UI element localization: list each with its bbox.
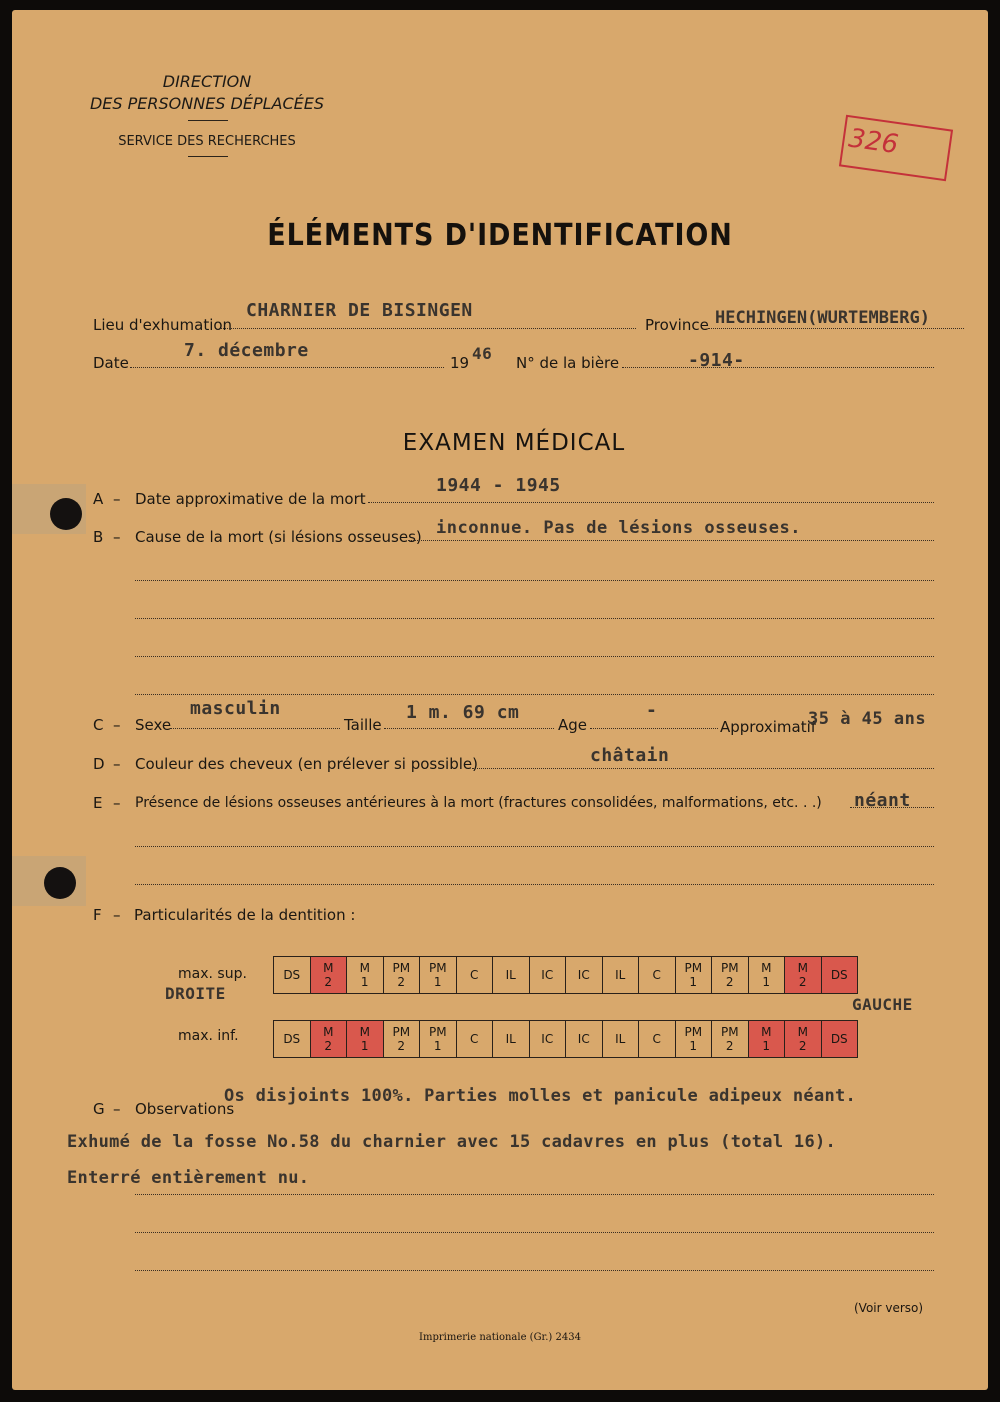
upper-tooth-cell (420, 957, 457, 994)
tooth-number: 2 (798, 1039, 807, 1053)
header-divider-2 (188, 156, 228, 157)
tooth-number: 2 (397, 1039, 406, 1053)
observations-line-4 (135, 1194, 934, 1195)
year-value: 46 (472, 344, 493, 363)
upper-tooth-cell (566, 957, 603, 994)
tooth-number: 1 (689, 975, 698, 989)
imprimerie-footer: Imprimerie nationale (Gr.) 2434 (419, 1332, 581, 1343)
observations-label: Observations (135, 1100, 235, 1118)
tooth-label: M (359, 961, 370, 975)
header-direction: DIRECTION (162, 72, 252, 91)
observations-line-6 (135, 1270, 934, 1271)
field-b-line-3 (135, 618, 934, 619)
province-line (708, 328, 964, 329)
upper-tooth-cell (602, 957, 639, 994)
field-f-letter: F (93, 906, 102, 924)
tooth-number: 2 (798, 975, 807, 989)
lower-tooth-cell (712, 1021, 749, 1058)
lower-tooth-cell (675, 1021, 712, 1058)
sexe-value: masculin (190, 698, 281, 719)
max-inf-label: max. inf. (178, 1028, 239, 1044)
tooth-label: IC (577, 968, 590, 982)
field-g-letter: G (93, 1100, 105, 1118)
taille-label: Taille (344, 716, 382, 734)
tooth-label: C (470, 1032, 479, 1046)
approx-value: 35 à 45 ans (808, 709, 927, 729)
taille-line (384, 728, 554, 729)
field-a-line (368, 502, 934, 503)
field-e-label: Présence de lésions osseuses antérieures à la mort (fractures consolidées, malformations, etc. . .) (135, 795, 822, 811)
lower-tooth-cell (493, 1021, 530, 1058)
lower-tooth-cell (602, 1021, 639, 1058)
upper-tooth-cell (383, 957, 420, 994)
lower-tooth-cell (310, 1021, 347, 1058)
tooth-label: PM (392, 961, 411, 975)
year-prefix: 19 (450, 354, 470, 372)
tooth-number: 1 (360, 975, 369, 989)
lower-tooth-cell (274, 1021, 311, 1058)
tooth-label: IC (541, 968, 554, 982)
tooth-label: PM (720, 1025, 739, 1039)
tooth-label: M (323, 1025, 334, 1039)
header-divider (188, 120, 228, 121)
biere-line (622, 367, 934, 368)
tooth-label: IL (505, 1032, 516, 1046)
lower-tooth-cell (347, 1021, 384, 1058)
province-value: HECHINGEN(WURTEMBERG) (715, 308, 930, 328)
punch-hole-top (50, 498, 82, 530)
tooth-label: C (652, 968, 661, 982)
upper-tooth-cell (821, 957, 858, 994)
field-b-label: Cause de la mort (si lésions osseuses) (135, 528, 422, 546)
sexe-label: Sexe (135, 716, 172, 734)
tooth-label: PM (684, 1025, 703, 1039)
upper-tooth-cell (639, 957, 676, 994)
field-e-line-2 (135, 846, 934, 847)
lower-tooth-cell (639, 1021, 676, 1058)
field-e-value: néant (854, 790, 911, 811)
tooth-label: M (761, 1025, 772, 1039)
tooth-label: IL (615, 968, 626, 982)
lieu-value: CHARNIER DE BISINGEN (246, 300, 473, 321)
section-title: EXAMEN MÉDICAL (402, 430, 626, 456)
tooth-label: M (797, 1025, 808, 1039)
tooth-number: 1 (689, 1039, 698, 1053)
tooth-number: 2 (725, 975, 734, 989)
lower-tooth-cell (420, 1021, 457, 1058)
upper-tooth-cell (785, 957, 822, 994)
tooth-number: 2 (324, 975, 333, 989)
tooth-number: 1 (762, 1039, 771, 1053)
field-b-line-4 (135, 656, 934, 657)
upper-tooth-cell (493, 957, 530, 994)
tooth-label: DS (830, 1032, 848, 1046)
field-e-line-3 (135, 884, 934, 885)
upper-teeth-chart (273, 956, 858, 994)
field-b-line-5 (135, 694, 934, 695)
tooth-label: IL (505, 968, 516, 982)
tooth-number: 1 (433, 975, 442, 989)
approx-label: Approximatif (720, 718, 817, 736)
tooth-number: 1 (360, 1039, 369, 1053)
lower-tooth-cell (748, 1021, 785, 1058)
tooth-label: C (652, 1032, 661, 1046)
punch-hole-bottom (44, 867, 76, 899)
stamp-number: 326 (839, 115, 953, 182)
field-c-letter: C (93, 716, 104, 734)
lower-tooth-cell (821, 1021, 858, 1058)
lower-tooth-cell (383, 1021, 420, 1058)
tooth-label: C (470, 968, 479, 982)
observations-line-3: Enterré entièrement nu. (67, 1168, 310, 1188)
tooth-label: M (761, 961, 772, 975)
tooth-label: PM (720, 961, 739, 975)
tooth-label: DS (283, 968, 301, 982)
lieu-label: Lieu d'exhumation (93, 316, 233, 334)
field-f-label: Particularités de la dentition : (134, 906, 356, 924)
document-sheet: DIRECTION DES PERSONNES DÉPLACÉES SERVICE DES RECHERCHES 326 ÉLÉMENTS D'IDENTIFICATION Lieu d'exhumation CHARNIER DE BISINGEN Province HECHINGEN(WURTEMBERG) Date 7. décembre 19 46 N° de la bière -914- EXAMEN MÉDICAL A – Date approximative de la mort 1944 - 1945 B – Cause de la mort (si lésions osseuses) inconnue. Pas de lésions osseuses. C – Sexe masculin Taille 1 m. 69 cm Age - Approximatif 35 à 45 ans D – Couleur des cheveux (en prélever si possible) châtain E – Présence de lésions osseuses antérieures à la mort (fractures consolidées, malformations, etc. . .) néant F – Particularités de la dentition : max. sup. DROITE DS M 2 M 1 PM 2 PM 1 C IL IC IC IL C PM 1 PM 2 M 1 M 2 DS GAUCHE max. inf. DS M 2 M 1 PM 2 PM 1 C IL IC IC IL C PM 1 PM 2 M 1 M 2 DS G – Observations Os disjoints 100%. Parties molles et panicule adipeux néant. Exhumé de la fosse No.58 du charnier avec 15 cadavres en plus (total 16). Enterré entièrement nu. (Voir verso) Imprimerie nationale (Gr.) 2434 (12, 10, 988, 1390)
biere-value: -914- (688, 350, 745, 371)
tooth-number: 2 (725, 1039, 734, 1053)
upper-tooth-cell (456, 957, 493, 994)
observations-line-2: Exhumé de la fosse No.58 du charnier avec 15 cadavres en plus (total 16). (67, 1132, 837, 1152)
field-e-letter: E (93, 794, 103, 812)
age-line (590, 728, 718, 729)
observations-line-5 (135, 1232, 934, 1233)
field-d-label: Couleur des cheveux (en prélever si possible) (135, 755, 478, 773)
tooth-number: 2 (397, 975, 406, 989)
tooth-label: M (797, 961, 808, 975)
upper-tooth-cell (274, 957, 311, 994)
tooth-label: PM (684, 961, 703, 975)
upper-tooth-cell (529, 957, 566, 994)
field-b-letter: B (93, 528, 104, 546)
field-b-line (408, 540, 934, 541)
upper-tooth-cell (712, 957, 749, 994)
tooth-label: M (323, 961, 334, 975)
lower-teeth-chart (273, 1020, 858, 1058)
header-personnes: DES PERSONNES DÉPLACÉES (89, 94, 325, 113)
tooth-label: PM (392, 1025, 411, 1039)
date-label: Date (93, 354, 129, 372)
lower-tooth-cell (785, 1021, 822, 1058)
upper-tooth-cell (675, 957, 712, 994)
voir-verso: (Voir verso) (854, 1301, 924, 1315)
field-b-value: inconnue. Pas de lésions osseuses. (436, 518, 801, 538)
lower-tooth-cell (456, 1021, 493, 1058)
observations-line-1: Os disjoints 100%. Parties molles et panicule adipeux néant. (224, 1086, 857, 1106)
field-a-value: 1944 - 1945 (436, 475, 561, 496)
gauche-label: GAUCHE (852, 995, 913, 1014)
age-value: - (646, 700, 658, 721)
sexe-line (170, 728, 340, 729)
date-value: 7. décembre (184, 340, 309, 361)
tooth-label: M (359, 1025, 370, 1039)
upper-tooth-cell (347, 957, 384, 994)
droite-label: DROITE (165, 984, 226, 1003)
tooth-label: IC (541, 1032, 554, 1046)
page-title: ÉLÉMENTS D'IDENTIFICATION (267, 218, 733, 253)
age-label: Age (558, 716, 588, 734)
taille-value: 1 m. 69 cm (406, 702, 520, 723)
tooth-number: 1 (762, 975, 771, 989)
field-d-letter: D (93, 755, 105, 773)
upper-tooth-cell (748, 957, 785, 994)
tooth-number: 1 (433, 1039, 442, 1053)
biere-label: N° de la bière (516, 354, 620, 372)
date-line (130, 367, 444, 368)
lower-tooth-cell (529, 1021, 566, 1058)
header-service: SERVICE DES RECHERCHES (118, 134, 296, 149)
province-label: Province (645, 316, 709, 334)
field-d-value: châtain (590, 745, 670, 766)
field-b-line-2 (135, 580, 934, 581)
tooth-label: IL (615, 1032, 626, 1046)
tooth-label: DS (830, 968, 848, 982)
field-d-line (472, 768, 934, 769)
upper-tooth-cell (310, 957, 347, 994)
field-a-label: Date approximative de la mort (135, 490, 366, 508)
tooth-label: IC (577, 1032, 590, 1046)
tooth-number: 2 (324, 1039, 333, 1053)
field-a-letter: A (93, 490, 104, 508)
lower-tooth-cell (566, 1021, 603, 1058)
tooth-label: PM (428, 961, 447, 975)
max-sup-label: max. sup. (178, 966, 247, 982)
tooth-label: DS (283, 1032, 301, 1046)
tooth-label: PM (428, 1025, 447, 1039)
lieu-line (220, 328, 636, 329)
